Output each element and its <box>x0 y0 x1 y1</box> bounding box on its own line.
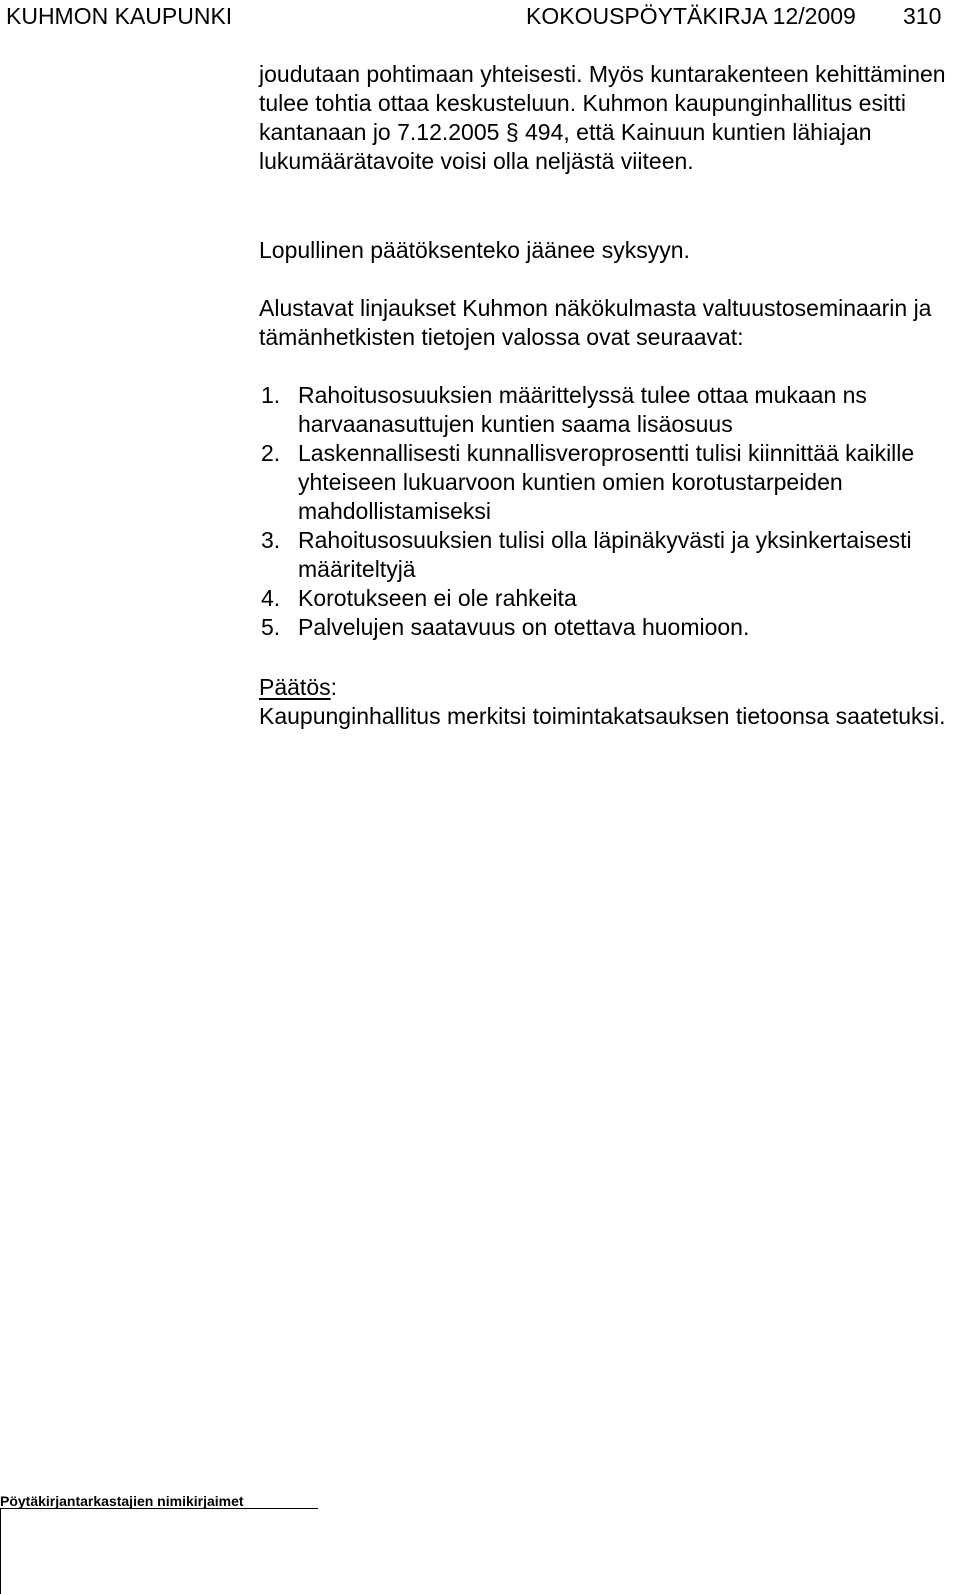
list-item-text: Rahoitusosuuksien tulisi olla läpinäkyvästi ja yksinkertaisesti määriteltyjä <box>298 527 912 582</box>
list-item <box>259 381 949 439</box>
decision-heading <box>259 673 337 702</box>
list-item-number: 3. <box>261 527 281 553</box>
paragraph-final-decision: Lopullinen päätöksenteko jäänee syksyyn. <box>259 237 690 263</box>
header-organization: KUHMON KAUPUNKI <box>6 3 233 29</box>
decision-text: Kaupunginhallitus merkitsi toimintakatsauksen tietoonsa saatetuksi. <box>259 703 946 729</box>
list-item <box>259 584 949 613</box>
guidelines-list <box>259 381 949 642</box>
signers-initials-label: Pöytäkirjantarkastajien nimikirjaimet <box>0 1493 244 1509</box>
paragraph-preliminary-guidelines: Alustavat linjaukset Kuhmon näkökulmasta valtuustoseminaarin ja tämänhetkisten tietojen valossa ovat seuraavat: <box>259 295 932 350</box>
list-item-text: Korotukseen ei ole rahkeita <box>298 585 577 611</box>
list-item-text: Palvelujen saatavuus on otettava huomioon. <box>298 614 750 640</box>
list-item <box>259 439 949 526</box>
header-document-title: KOKOUSPÖYTÄKIRJA 12/2009 <box>526 3 856 29</box>
list-item-number: 5. <box>261 614 281 640</box>
list-item-number: 1. <box>261 382 281 408</box>
list-item-number: 2. <box>261 440 281 466</box>
list-item-number: 4. <box>261 585 281 611</box>
paragraph-municipal-structure: joudutaan pohtimaan yhteisesti. Myös kuntarakenteen kehittäminen tulee tohtia ottaa keskusteluun. Kuhmon kaupunginhallitus esitti kantanaan jo 7.12.2005 § 494, että Kainuun kuntien lähiajan lukumäärätavoite voisi olla neljästä viiteen. <box>259 61 946 174</box>
signers-divider <box>0 1508 318 1509</box>
list-item-text: Laskennallisesti kunnallisveroprosentti tulisi kiinnittää kaikille yhteiseen lukuarvoon kuntien omien korotustarpeiden mahdollistamiseksi <box>298 440 915 524</box>
decision-colon: : <box>330 674 337 700</box>
list-item <box>259 526 949 584</box>
list-item-text: Rahoitusosuuksien määrittelyssä tulee ottaa mukaan ns harvaanasuttujen kuntien saama lisäosuus <box>298 382 867 437</box>
header-page-number: 310 <box>903 3 942 29</box>
signers-box-edge <box>0 1508 1 1594</box>
list-item <box>259 613 949 642</box>
decision-label: Päätös <box>259 674 331 700</box>
